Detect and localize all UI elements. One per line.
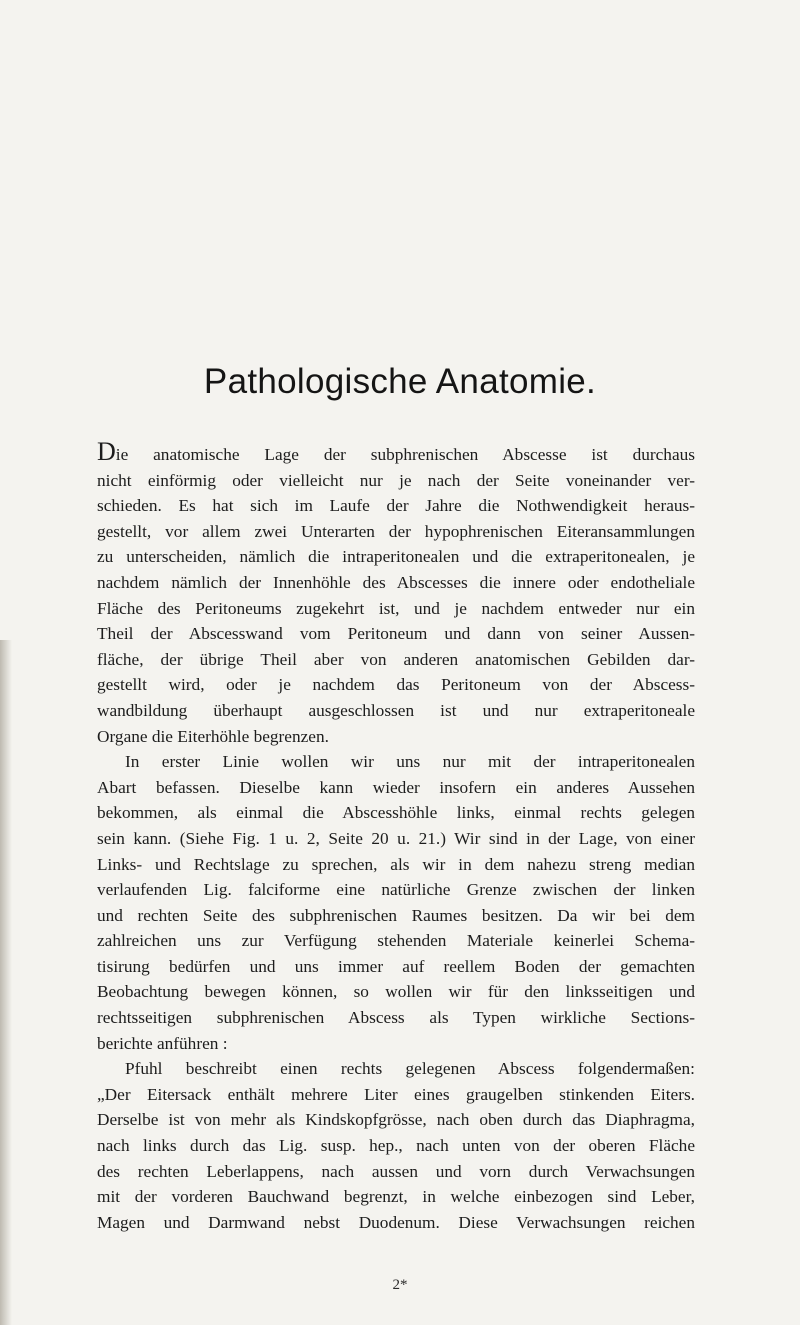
paragraph-line: Beobachtung bewegen können, so wollen wir für den linksseitigen und xyxy=(97,982,695,1002)
paragraph-line: nachdem nämlich der Innenhöhle des Abscesses die innere oder endotheliale xyxy=(97,572,695,592)
paragraph-line: bekommen, als einmal die Abscesshöhle links, einmal rechts gelegen xyxy=(97,803,695,823)
paragraph-line: mit der vorderen Bauchwand begrenzt, in welche einbezogen sind Leber, xyxy=(97,1187,695,1207)
paragraph-line: rechtsseitigen subphrenischen Abscess als Typen wirkliche Sections- xyxy=(97,1008,695,1028)
paragraph-line: nach links durch das Lig. susp. hep., nach unten von der oberen Fläche xyxy=(97,1136,695,1156)
paragraph-line: schieden. Es hat sich im Laufe der Jahre die Nothwendigkeit heraus- xyxy=(97,496,695,516)
paragraph-line: Magen und Darmwand nebst Duodenum. Diese Verwachsungen reichen xyxy=(97,1212,695,1232)
page-edge-shadow xyxy=(0,640,12,1325)
paragraph-line: Organe die Eiterhöhle begrenzen. xyxy=(97,726,329,746)
paragraph-line: und rechten Seite des subphrenischen Raumes besitzen. Da wir bei dem xyxy=(97,905,695,925)
paragraph-line: verlaufenden Lig. falciforme eine natürliche Grenze zwischen der linken xyxy=(97,880,695,900)
paragraph-line-text: ie anatomische Lage der subphrenischen Abscesse ist durchaus xyxy=(115,445,695,464)
paragraph-line: fläche, der übrige Theil aber von anderen anatomischen Gebilden dar- xyxy=(97,649,695,669)
dropcap: D xyxy=(97,437,116,466)
paragraph-line: gestellt wird, oder je nachdem das Peritoneum von der Abscess- xyxy=(97,675,695,695)
paragraph-line: „Der Eitersack enthält mehrere Liter eines graugelben stinkenden Eiters. xyxy=(97,1084,695,1104)
paragraph-line: sein kann. (Siehe Fig. 1 u. 2, Seite 20 u. 21.) Wir sind in der Lage, von einer xyxy=(97,828,695,848)
paragraph-line: nicht einförmig oder vielleicht nur je nach der Seite voneinander ver- xyxy=(97,470,695,490)
body-text xyxy=(97,437,695,1235)
paragraph-line: des rechten Leberlappens, nach aussen und vorn durch Verwachsungen xyxy=(97,1161,695,1181)
paragraph-line: zahlreichen uns zur Verfügung stehenden Materiale keinerlei Schema- xyxy=(97,931,695,951)
paragraph-line: In erster Linie wollen wir uns nur mit der intraperitonealen xyxy=(125,752,695,772)
paragraph-line: Derselbe ist von mehr als Kindskopfgrösse, nach oben durch das Diaphragma, xyxy=(97,1110,695,1130)
page-title: Pathologische Anatomie. xyxy=(203,362,597,401)
paragraph-line: Pfuhl beschreibt einen rechts gelegenen Abscess folgendermaßen: xyxy=(125,1059,695,1079)
paragraph-line: Abart befassen. Dieselbe kann wieder insofern ein anderes Aussehen xyxy=(97,777,695,797)
paragraph-line xyxy=(97,437,695,468)
paragraph-line: berichte anführen : xyxy=(97,1033,228,1053)
signature-mark: 2* xyxy=(392,1277,408,1293)
paragraph-line: zu unterscheiden, nämlich die intraperitonealen und die extraperitonealen, je xyxy=(97,547,695,567)
paragraph-line: Theil der Abscesswand vom Peritoneum und dann von seiner Aussen- xyxy=(97,624,695,644)
paragraph-line: tisirung bedürfen und uns immer auf reellem Boden der gemachten xyxy=(97,956,695,976)
paragraph-line: Links- und Rechtslage zu sprechen, als wir in dem nahezu streng median xyxy=(97,854,695,874)
paragraph-line: Fläche des Peritoneums zugekehrt ist, und je nachdem entweder nur ein xyxy=(97,598,695,618)
paragraph-line: gestellt, vor allem zwei Unterarten der hypophrenischen Eiteransammlungen xyxy=(97,521,695,541)
paragraph-line: wandbildung überhaupt ausgeschlossen ist und nur extraperitoneale xyxy=(97,700,695,720)
